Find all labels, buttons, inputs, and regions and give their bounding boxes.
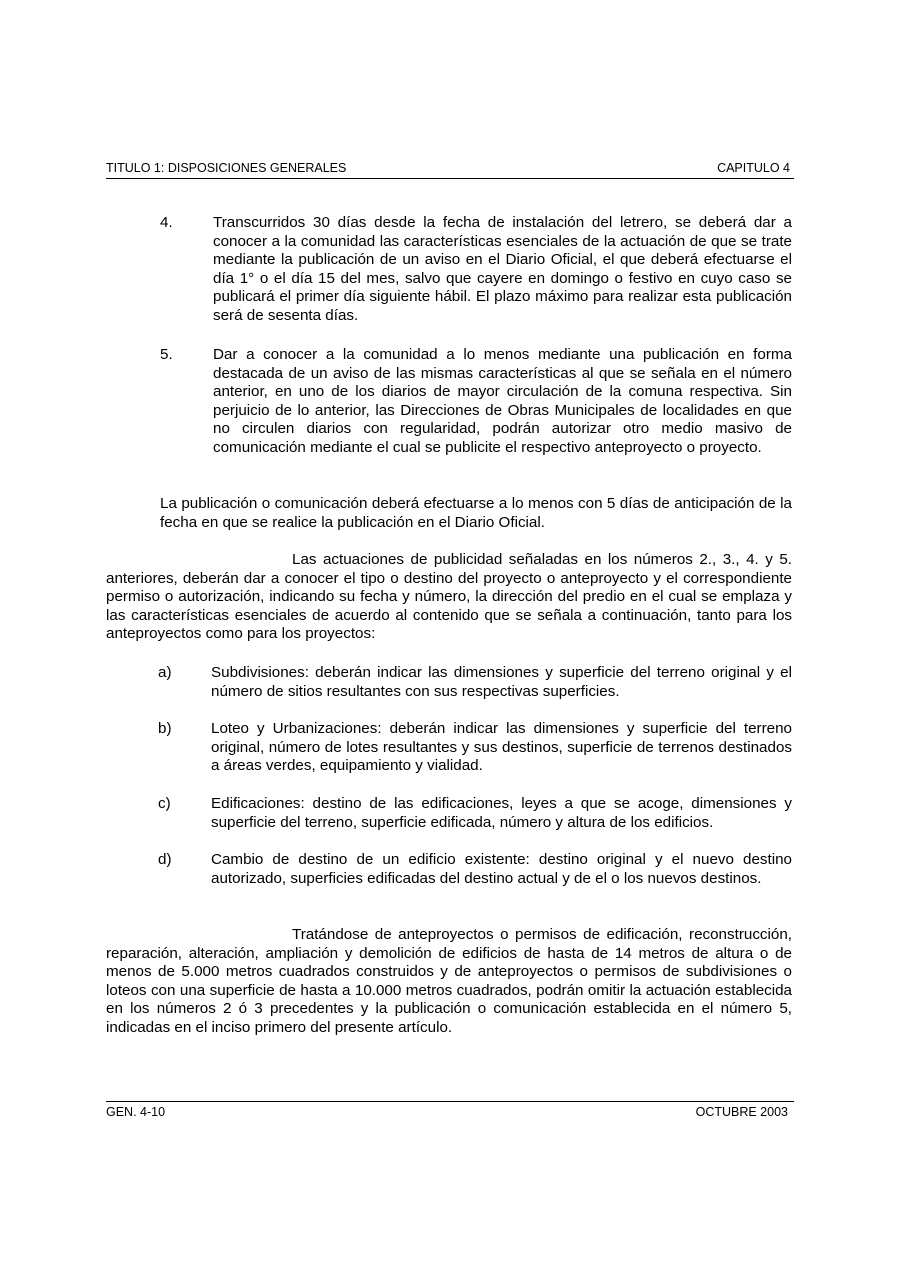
- item-text: Transcurridos 30 días desde la fecha de instalación del letrero, se deberá dar a conocer a la comunidad las características esenciales de la actuación de que se trate mediante la publicación de un aviso en el Diario Oficial, el que deberá efectuarse el día 1° o el día 15 del mes, salvo que cayere en domingo o festivo en cuyo caso se publicará el primer día siguiente hábil. El plazo máximo para realizar esta publicación será de sesenta días.: [213, 214, 792, 324]
- item-letter: c): [158, 795, 171, 812]
- item-text: Subdivisiones: deberán indicar las dimensiones y superficie del terreno original y el número de sitios resultantes con sus respectivas superficies.: [211, 664, 792, 700]
- page-footer: [106, 1101, 794, 1119]
- item-text: Cambio de destino de un edificio existente: destino original y el nuevo destino autorizado, superficies edificadas del destino actual y de el o los nuevos destinos.: [211, 851, 792, 887]
- item-text: Loteo y Urbanizaciones: deberán indicar las dimensiones y superficie del terreno original, número de lotes resultantes y sus destinos, superficie de terrenos destinados a áreas verdes, equipamiento y vialidad.: [211, 720, 792, 775]
- item-letter: a): [158, 664, 172, 681]
- item-text: Dar a conocer a la comunidad a lo menos mediante una publicación en forma destacada de un aviso de las mismas características al que se señala en el número anterior, en uno de los diarios de mayor circulación de la comuna respectiva. Sin perjuicio de lo anterior, las Direcciones de Obras Municipales de localidades en que no circulen diarios con regularidad, podrán autorizar otro medio masivo de comunicación mediante el cual se publicite el respectivo anteproyecto o proyecto.: [213, 346, 792, 456]
- page-header: [106, 160, 794, 179]
- item-number: 4.: [160, 214, 173, 231]
- item-letter: d): [158, 851, 172, 868]
- item-number: 5.: [160, 346, 173, 363]
- footer-page-number: GEN. 4-10: [106, 1105, 166, 1119]
- actuaciones-paragraph: Las actuaciones de publicidad señaladas en los números 2., 3., 4. y 5. anteriores, deberán dar a conocer el tipo o destino del proyecto o anteproyecto y el correspondiente permiso o autorización, indicando su fecha y número, la dirección del predio en el cual se emplaza y las características esenciales de acuerdo al contenido que se señala a continuación, tanto para los anteproyectos como para los proyectos:: [106, 551, 792, 643]
- item-letter: b): [158, 720, 172, 737]
- item-text: Edificaciones: destino de las edificaciones, leyes a que se acoge, dimensiones y superficie del terreno, superficie edificada, número y altura de los edificios.: [211, 795, 792, 831]
- header-chapter: CAPITULO 4: [717, 161, 790, 175]
- header-title: TITULO 1: DISPOSICIONES GENERALES: [106, 161, 347, 175]
- publication-note: La publicación o comunicación deberá efectuarse a lo menos con 5 días de anticipación de la fecha en que se realice la publicación en el Diario Oficial.: [160, 495, 792, 531]
- footer-date: OCTUBRE 2003: [695, 1105, 788, 1119]
- final-paragraph: Tratándose de anteproyectos o permisos de edificación, reconstrucción, reparación, alteración, ampliación y demolición de edificios de hasta de 14 metros de altura o de menos de 5.000 metros cuadrados construidos y de anteproyectos o permisos de subdivisiones o loteos con una superficie de hasta a 10.000 metros cuadrados, podrán omitir la actuación establecida en los números 2 ó 3 precedentes y la publicación o comunicación establecida en el número 5, indicadas en el inciso primero del presente artículo.: [106, 926, 792, 1036]
